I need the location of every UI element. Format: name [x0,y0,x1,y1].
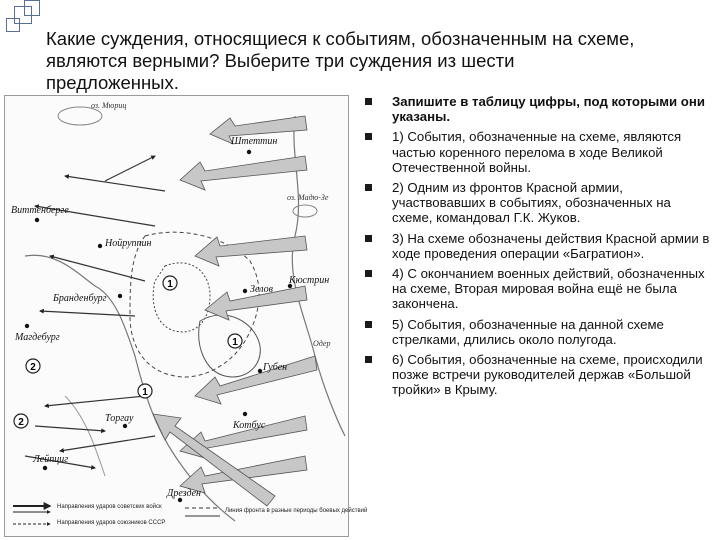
marker-1: 1 [167,279,173,290]
statement-5-text: 5) События, обозначенные на данной схеме стрелками, длились около полугода. [392,316,664,347]
city-label-brandenburg: Бранденбург [53,293,107,304]
soviet-arrow-2 [180,156,307,190]
legend-front: Линия фронта в разные периоды боевых действий [225,508,368,514]
marker-5: 1 [142,387,148,398]
statement-3-text: 3) На схеме обозначены действия Красной армии в ходе проведения операции «Багратион». [392,230,710,261]
battle-map-svg [5,96,368,536]
front-line-inner [153,263,210,332]
water-label-lake-2: оз. Мадю-Зе [287,193,329,202]
statement-1 [362,129,714,175]
soviet-attack-arrows [153,116,317,506]
western-arrows [25,156,165,468]
soviet-arrow-5 [195,356,317,404]
answer-list [362,94,714,403]
bullet-icon [365,133,372,140]
city-label-stettin: Штеттин [231,136,278,147]
city-label-dresden: Дрезден [167,488,202,499]
marker-4: 1 [232,337,238,348]
lake-madue [293,205,317,217]
city-label-wittenberge: Виттенберге [11,205,69,216]
water-label-river: Одер [313,339,331,348]
legend-allied: Направления ударов союзников СССР [57,520,166,526]
map-legend [13,503,367,526]
question-title: Какие суждения, относящиеся к событиям, обозначенным на схеме, являются верными? Выберите три суждения из шести предложенных. [46,28,635,93]
battle-map [4,95,368,537]
bullet-icon [365,184,372,191]
bullet-icon [365,270,372,277]
city-points [25,150,292,502]
bullet-icon [365,321,372,328]
bullet-icon [365,356,372,363]
soviet-arrow-3 [195,236,307,266]
statement-2 [362,180,714,226]
city-label-cottbus: Котбус [233,420,266,431]
statement-3 [362,231,714,261]
city-label-torgau: Торгау [105,413,134,424]
city-label-guben: Губен [263,362,288,373]
legend-soviet: Направления ударов советских войск [57,504,162,510]
bullet-icon [365,98,372,105]
bullet-icon [365,235,372,242]
city-label-kustrin: Кюстрин [289,275,330,286]
statement-1-text: 1) События, обозначенные на схеме, являются частью коренного перелома в ходе Великой Отечественной войны. [392,129,682,175]
city-label-seelow: Зелов [250,284,273,295]
statement-4 [362,266,714,312]
water-label-lake-1: оз. Мюриц [91,101,127,110]
instruction-text: Запишите в таблицу цифры, под которыми они указаны. [392,94,705,125]
marker-3: 2 [18,417,24,428]
statement-4-text: 4) С окончанием военных действий, обозначенных на схеме, Вторая мировая война ещё не была закончена. [392,266,705,312]
statement-2-text: 2) Одним из фронтов Красной армии, участвовавших в событиях, обозначенных на схеме, командовал Г.К. Жуков. [392,180,671,226]
marker-2: 2 [30,362,36,373]
instruction-item [362,94,714,124]
city-label-leipzig: Лейпциг [33,454,69,465]
city-label-magdeburg: Магдебург [15,332,60,343]
statement-6-text: 6) События, обозначенные на схеме, происходили позже встречи руководителей держав «Большой тройки» в Крыму. [392,352,703,398]
city-label-neuruppin: Нойруппин [105,238,152,249]
statement-6 [362,352,714,398]
statement-5 [362,317,714,347]
